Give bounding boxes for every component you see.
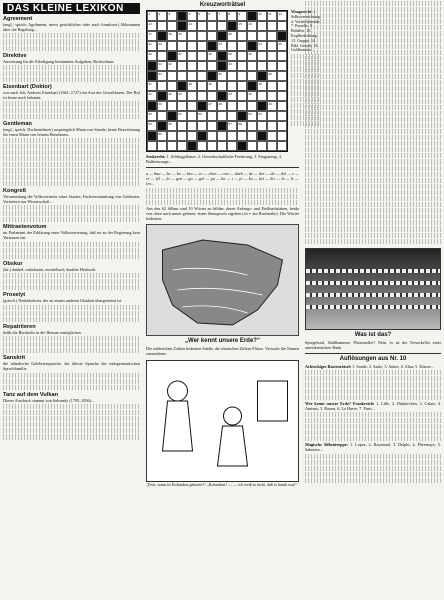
crossword-title: Kreuzworträtsel [199, 2, 246, 8]
crossword-cell[interactable] [257, 141, 267, 151]
crossword-cell[interactable] [277, 81, 287, 91]
crossword-cell[interactable]: 42 [167, 91, 177, 101]
crossword-cell[interactable] [187, 121, 197, 131]
crossword-cell[interactable] [177, 71, 187, 81]
crossword-block [207, 71, 217, 81]
crossword-cell[interactable] [267, 121, 277, 131]
photo-text: Spiegelsaal, Stahlkammer, Photoatelier? Nein, es ist der Tresorkeller einer amerikanischen Bank. [305, 339, 441, 350]
crossword-cell[interactable]: 13 [147, 21, 157, 31]
crossword-cell[interactable] [247, 101, 257, 111]
lexikon-entry-text: (engl., sprich: Dschentelmen) ursprünglich Mann von Stande; heute Bezeichnung für einen Mann von feinem Benehmen. [3, 126, 140, 137]
crossword-cell[interactable] [277, 101, 287, 111]
crossword-cell[interactable] [257, 61, 267, 71]
crossword-cell[interactable] [227, 41, 237, 51]
crossword-cell[interactable] [267, 131, 277, 141]
crossword-cell[interactable]: 12 [277, 11, 287, 21]
crossword-cell[interactable] [187, 91, 197, 101]
crossword-block [147, 131, 157, 141]
crossword-cell[interactable]: 56 [167, 121, 177, 131]
crossword-cell[interactable] [247, 71, 257, 81]
crossword-block [247, 11, 257, 21]
crossword-cell[interactable]: 40 [257, 81, 267, 91]
crossword-cell[interactable] [197, 121, 207, 131]
solutions-parts [305, 364, 441, 483]
map-outline-icon [147, 225, 298, 335]
crossword-cell[interactable] [197, 41, 207, 51]
crossword-cell[interactable] [187, 71, 197, 81]
lexikon-entry-text: (lat.) dunkel, unbekannt, zweifelhaft; dunkler Herkunft. [3, 266, 97, 272]
crossword-cell[interactable]: 49 [267, 101, 277, 111]
crossword-cell[interactable] [167, 131, 177, 141]
crossword-block [197, 131, 207, 141]
crossword-cell[interactable]: 14 [187, 21, 197, 31]
silben-syllables: a — bau — be — bo — bra — ce — chen — con — dach — de — der — do — dol — e — er — fel — fo — gen — go — gol — gu — ha — i — jo — ka — kei — kri — la — le — len... [146, 171, 299, 187]
crossword-cell[interactable] [267, 41, 277, 51]
waagerecht-clues: 1. Selbstvernichtung, 4. Vorbeifahrende, 7. Parzelle, 8. Behälter, 10. Kopfbedeckung, 13. Gruppe, 14. Bibl. Gestalt, 15. Goldhamster... [291, 9, 321, 53]
solution-text: 1. Lille, 2. Dünkirchen, 3. Calais, 4. Amiens, 5. Rouen, 6. Le Havre, 7. Paris... [305, 400, 441, 411]
crossword-block [237, 111, 247, 121]
crossword-cell[interactable]: 5 [197, 11, 207, 21]
crossword-cell[interactable] [177, 101, 187, 111]
waagerecht-label: Waagerecht: [291, 9, 313, 15]
solutions-title: Auflösungen aus Nr. 10 [339, 356, 407, 363]
crossword-cell[interactable] [277, 131, 287, 141]
crossword-cell[interactable] [207, 111, 217, 121]
lexikon-entry-head: Gentleman [3, 120, 32, 127]
photo-title: Was ist das? [354, 331, 392, 338]
crossword-cell[interactable]: 33 [227, 61, 237, 71]
lexikon-entry-head: Proselyt [3, 292, 26, 299]
crossword-cell[interactable]: 11 [267, 11, 277, 21]
crossword-cell[interactable] [277, 141, 287, 151]
solution-block [305, 442, 441, 452]
crossword-cell[interactable]: 16 [247, 21, 257, 31]
crossword-block [247, 81, 257, 91]
crossword-cell[interactable]: 9 [237, 11, 247, 21]
crossword-block [177, 81, 187, 91]
solution-head: Achteckiges Rastenrätsel: [305, 364, 352, 370]
crossword-cell[interactable]: 22 [157, 41, 167, 51]
solution-text: 1. Lopez, 2. Raymond, 3. Delphi, 4. Pheemaye, 5. Saboteur... [305, 442, 441, 453]
crossword-cell[interactable]: 10 [257, 11, 267, 21]
crossword-cell[interactable] [277, 61, 287, 71]
crossword-cell[interactable] [197, 61, 207, 71]
crossword-block [177, 21, 187, 31]
vault-photo [305, 248, 441, 330]
crossword-cell[interactable]: 2 [157, 11, 167, 21]
crossword-cell[interactable] [187, 51, 197, 61]
crossword-cell[interactable] [197, 21, 207, 31]
crossword-block [147, 71, 157, 81]
crossword-cell[interactable] [207, 61, 217, 71]
crossword-cell[interactable]: 30 [247, 51, 257, 61]
crossword-cell[interactable]: 48 [217, 101, 227, 111]
lexikon-entry-text: Dieser Ausdruck stammt von Salvandy (1795–1856)... [3, 397, 95, 403]
crossword-cell[interactable] [177, 121, 187, 131]
lexikon-entry-head: Mittraetenvotum [3, 224, 47, 231]
crossword-cell[interactable] [277, 71, 287, 81]
crossword-block [217, 51, 227, 61]
crossword-cell[interactable] [237, 51, 247, 61]
crossword-cell[interactable] [207, 91, 217, 101]
crossword-cell[interactable] [247, 121, 257, 131]
crossword-block [157, 91, 167, 101]
crossword-cell[interactable] [167, 41, 177, 51]
lexikon-entry-text: Anweisung für die Erledigung bestimmter Aufgaben; Richtschnur. [3, 58, 115, 64]
solution-head: Magische Silbentreppe: [305, 442, 349, 448]
crossword-cell[interactable]: 1 [147, 11, 157, 21]
crossword-block [217, 61, 227, 71]
crossword-cell[interactable] [247, 141, 257, 151]
crossword-cell[interactable] [247, 131, 257, 141]
lexikon-entry-text: (griech.) Neubekehrter, der zu einem anderen Glauben übergetreten ist. [3, 298, 123, 304]
map-text: Die zahlreichen Zahlen bedeuten Städte, die römischen Ziffern Flüsse. Versucht die Namen zuzuordnen. [146, 346, 299, 357]
crossword-cell[interactable] [167, 101, 177, 111]
crossword-cell[interactable]: 27 [177, 51, 187, 61]
crossword-cell[interactable] [217, 81, 227, 91]
crossword-cell[interactable] [207, 21, 217, 31]
crossword-cell[interactable]: 38 [187, 81, 197, 91]
lexikon-entry-text: Versammlung der Volksvertreter eines Staates; Fachversammlung von Gelehrten, Vertretern aus Wissenschaft... [3, 193, 140, 204]
crossword-cell[interactable]: 23 [217, 41, 227, 51]
crossword-cell[interactable] [197, 31, 207, 41]
lexikon-entry-text: im Parlament der Erklärung einer Volksvertretung, daß sie zu der Regierung kein Vertrauen hat. [3, 230, 140, 241]
crossword-cell[interactable] [167, 141, 177, 151]
crossword-cell[interactable] [237, 31, 247, 41]
crossword-block [177, 11, 187, 21]
crossword-block [277, 31, 287, 41]
crossword-cell[interactable]: 8 [227, 11, 237, 21]
cartoon-drawing-icon [147, 361, 298, 481]
crossword-block [217, 91, 227, 101]
crossword-cell[interactable] [227, 141, 237, 151]
crossword-cell[interactable] [147, 141, 157, 151]
crossword-block [257, 71, 267, 81]
crossword-cell[interactable] [257, 21, 267, 31]
spain-map [146, 224, 299, 336]
crossword-cell[interactable]: 55 [147, 121, 157, 131]
crossword-cell[interactable] [267, 21, 277, 31]
crossword-block [197, 101, 207, 111]
crossword-cell[interactable] [187, 111, 197, 121]
crossword-cell[interactable]: 34 [157, 71, 167, 81]
crossword-cell[interactable] [267, 61, 277, 71]
solution-block [305, 364, 441, 369]
senkrecht-clues: 1. Schlingpflanze, 2. Gewerkschaftliche Forderung, 3. Fanguzeug, 4. Balkenwaage... [146, 154, 282, 165]
crossword-cell[interactable] [227, 131, 237, 141]
crossword-block [217, 31, 227, 41]
crossword-cell[interactable]: 6 [207, 11, 217, 21]
crossword-cell[interactable] [167, 81, 177, 91]
crossword-cell[interactable]: 15 [237, 21, 247, 31]
crossword-cell[interactable]: 7 [217, 11, 227, 21]
crossword-block [167, 51, 177, 61]
crossword-cell[interactable] [237, 101, 247, 111]
crossword-cell[interactable] [177, 61, 187, 71]
crossword-cell[interactable] [177, 41, 187, 51]
crossword-cell[interactable] [267, 141, 277, 151]
crossword-cell[interactable] [207, 31, 217, 41]
crossword-cell[interactable] [217, 111, 227, 121]
senkrecht-label: Senkrecht: [146, 154, 166, 160]
lexikon-entry-head: Agreement [3, 16, 33, 23]
lexikon-entry-head: Tanz auf dem Vulkan [3, 391, 59, 398]
solution-block [305, 401, 441, 411]
lexikon-entry-text: heißt die Rückkehr in die Heimat ermöglichen. [3, 329, 82, 335]
crossword-cell[interactable] [257, 91, 267, 101]
crossword-block [237, 141, 247, 151]
right-column [305, 0, 441, 484]
crossword-grid[interactable] [146, 10, 288, 152]
cartoon-caption: „Fritz, wann ist Kolumbus geboren?“ „Kolumbus? — — ich weiß es nicht, daß er krank war!“ [146, 482, 298, 488]
lexikon-entry-text: war nach Joh. Andreas Eisenbart (1661–1727) ein Arzt der Gewaltkuren. Der Ruf ist heute noch bekannt. [3, 90, 140, 101]
crossword-cell[interactable] [207, 121, 217, 131]
crossword-cell[interactable] [227, 101, 237, 111]
crossword-block [157, 121, 167, 131]
crossword-cell[interactable] [187, 31, 197, 41]
crossword-cell[interactable] [207, 131, 217, 141]
crossword-block [167, 111, 177, 121]
crossword-cell[interactable]: 37 [147, 81, 157, 91]
crossword-cell[interactable]: 39 [207, 81, 217, 91]
cartoon-illustration [146, 360, 299, 482]
crossword-cell[interactable]: 44 [227, 91, 237, 101]
crossword-cell[interactable] [247, 31, 257, 41]
crossword-cell[interactable]: 46 [157, 101, 167, 111]
crossword-cell[interactable] [187, 41, 197, 51]
crossword-cell[interactable]: 19 [177, 31, 187, 41]
crossword-block [257, 101, 267, 111]
crossword-cell[interactable] [177, 131, 187, 141]
crossword-cell[interactable]: 24 [257, 41, 267, 51]
lexikon-entry-text: die altindische Gelehrtensprache, die älteste Sprache der indogermanischen Sprachfamilie. [3, 361, 140, 372]
crossword-cell[interactable]: 58 [237, 121, 247, 131]
lexikon-entry-head: Direktive [3, 52, 27, 59]
crossword-cell[interactable] [157, 21, 167, 31]
crossword-block [147, 101, 157, 111]
crossword-cell[interactable] [157, 81, 167, 91]
crossword-cell[interactable]: 35 [217, 71, 227, 81]
crossword-cell[interactable] [227, 71, 237, 81]
crossword-cell[interactable] [197, 81, 207, 91]
crossword-cell[interactable] [267, 81, 277, 91]
crossword-cell[interactable] [277, 91, 287, 101]
crossword-cell[interactable] [197, 71, 207, 81]
crossword-cell[interactable] [207, 141, 217, 151]
crossword-cell[interactable] [227, 111, 237, 121]
lexikon-entries [3, 17, 140, 439]
crossword-cell[interactable] [217, 21, 227, 31]
crossword-cell[interactable] [177, 141, 187, 151]
crossword-block [257, 131, 267, 141]
crossword-cell[interactable]: 36 [267, 71, 277, 81]
crossword-cell[interactable]: 21 [147, 41, 157, 51]
middle-column [146, 0, 321, 488]
crossword-cell[interactable] [267, 111, 277, 121]
lexikon-entry-text: (engl., sprich: Agrihment, meist gerichtlicher oder auch formloser) Abkommen über die Regelung... [3, 22, 140, 33]
crossword-cell[interactable]: 54 [257, 111, 267, 121]
crossword-cell[interactable]: 32 [167, 61, 177, 71]
crossword-cell[interactable] [267, 91, 277, 101]
crossword-cell[interactable]: 18 [167, 31, 177, 41]
lexikon-entry-head: Eisenbart (Doktor) [3, 84, 52, 91]
crossword-cell[interactable]: 3 [167, 11, 177, 21]
crossword-cell[interactable]: 57 [227, 121, 237, 131]
crossword-cell[interactable]: 29 [227, 51, 237, 61]
crossword-cell[interactable] [257, 51, 267, 61]
crossword-cell[interactable] [267, 31, 277, 41]
crossword-cell[interactable] [237, 61, 247, 71]
crossword-cell[interactable] [197, 91, 207, 101]
crossword-cell[interactable] [237, 81, 247, 91]
crossword-cell[interactable]: 52 [197, 111, 207, 121]
crossword-cell[interactable]: 41 [147, 91, 157, 101]
crossword-block [187, 141, 197, 151]
crossword-cell[interactable] [197, 141, 207, 151]
crossword-cell[interactable] [237, 91, 247, 101]
lexikon-column [3, 0, 140, 441]
map-title: „Wer kennt unsere Erde?“ [185, 338, 260, 345]
crossword-cell[interactable] [247, 61, 257, 71]
crossword-cell[interactable] [237, 41, 247, 51]
crossword-cell[interactable] [227, 81, 237, 91]
crossword-block [227, 21, 237, 31]
crossword-cell[interactable] [267, 51, 277, 61]
crossword-cell[interactable] [157, 111, 167, 121]
crossword-cell[interactable]: 28 [207, 51, 217, 61]
crossword-cell[interactable]: 17 [147, 31, 157, 41]
crossword-cell[interactable] [187, 131, 197, 141]
crossword-cell[interactable] [277, 21, 287, 31]
crossword-cell[interactable] [277, 111, 287, 121]
lexikon-banner: DAS KLEINE LEXIKON [3, 3, 140, 14]
crossword-block [217, 121, 227, 131]
crossword-cell[interactable]: 59 [157, 131, 167, 141]
crossword-cell[interactable] [217, 131, 227, 141]
silben-text: Aus den 62 Silben sind 19 Wörter zu bilden, deren Anfangs- und Endbuchstaben, beide von oben nach unten gelesen, einen Sinnspruch ergeben (ch = ein Buchstabe). Die Wörter bedeuten: [146, 205, 299, 222]
crossword-cell[interactable] [187, 101, 197, 111]
crossword-cell[interactable]: 45 [247, 91, 257, 101]
crossword-cell[interactable]: 53 [247, 111, 257, 121]
crossword-cell[interactable] [157, 141, 167, 151]
lexikon-entry-head: Repatriieren [3, 323, 36, 330]
crossword-cell[interactable] [277, 51, 287, 61]
solution-head: Wer kennt unsere Erde? Frankreich: [305, 400, 375, 406]
crossword-cell[interactable]: 47 [207, 101, 217, 111]
crossword-block [157, 31, 167, 41]
crossword-cell[interactable]: 43 [177, 91, 187, 101]
crossword-block [207, 41, 217, 51]
crossword-cell[interactable]: 26 [147, 51, 157, 61]
crossword-cell[interactable] [277, 121, 287, 131]
crossword-cell[interactable]: 50 [147, 111, 157, 121]
crossword-cell[interactable] [257, 31, 267, 41]
crossword-cell[interactable] [237, 131, 247, 141]
lexikon-entry-head: Sanskrit [3, 355, 26, 362]
crossword-cell[interactable]: 31 [157, 61, 167, 71]
crossword-block [247, 41, 257, 51]
crossword-cell[interactable] [167, 21, 177, 31]
crossword-cell[interactable]: 4 [187, 11, 197, 21]
crossword-cell[interactable] [187, 61, 197, 71]
crossword-cell[interactable] [217, 141, 227, 151]
crossword-cell[interactable] [167, 71, 177, 81]
crossword-cell[interactable]: 25 [277, 41, 287, 51]
crossword-cell[interactable] [257, 121, 267, 131]
crossword-cell[interactable] [197, 51, 207, 61]
crossword-cell[interactable] [157, 51, 167, 61]
solution-text: 1. Sonde, 2. Saale, 3. Anker, 4. Altar, 5. Klause... [352, 364, 435, 370]
crossword-cell[interactable]: 51 [177, 111, 187, 121]
crossword-cell[interactable] [237, 71, 247, 81]
crossword-block [147, 61, 157, 71]
lexikon-entry-head: Kongreß [3, 187, 26, 194]
crossword-cell[interactable]: 20 [227, 31, 237, 41]
lexikon-entry-head: Obskur [3, 260, 23, 267]
